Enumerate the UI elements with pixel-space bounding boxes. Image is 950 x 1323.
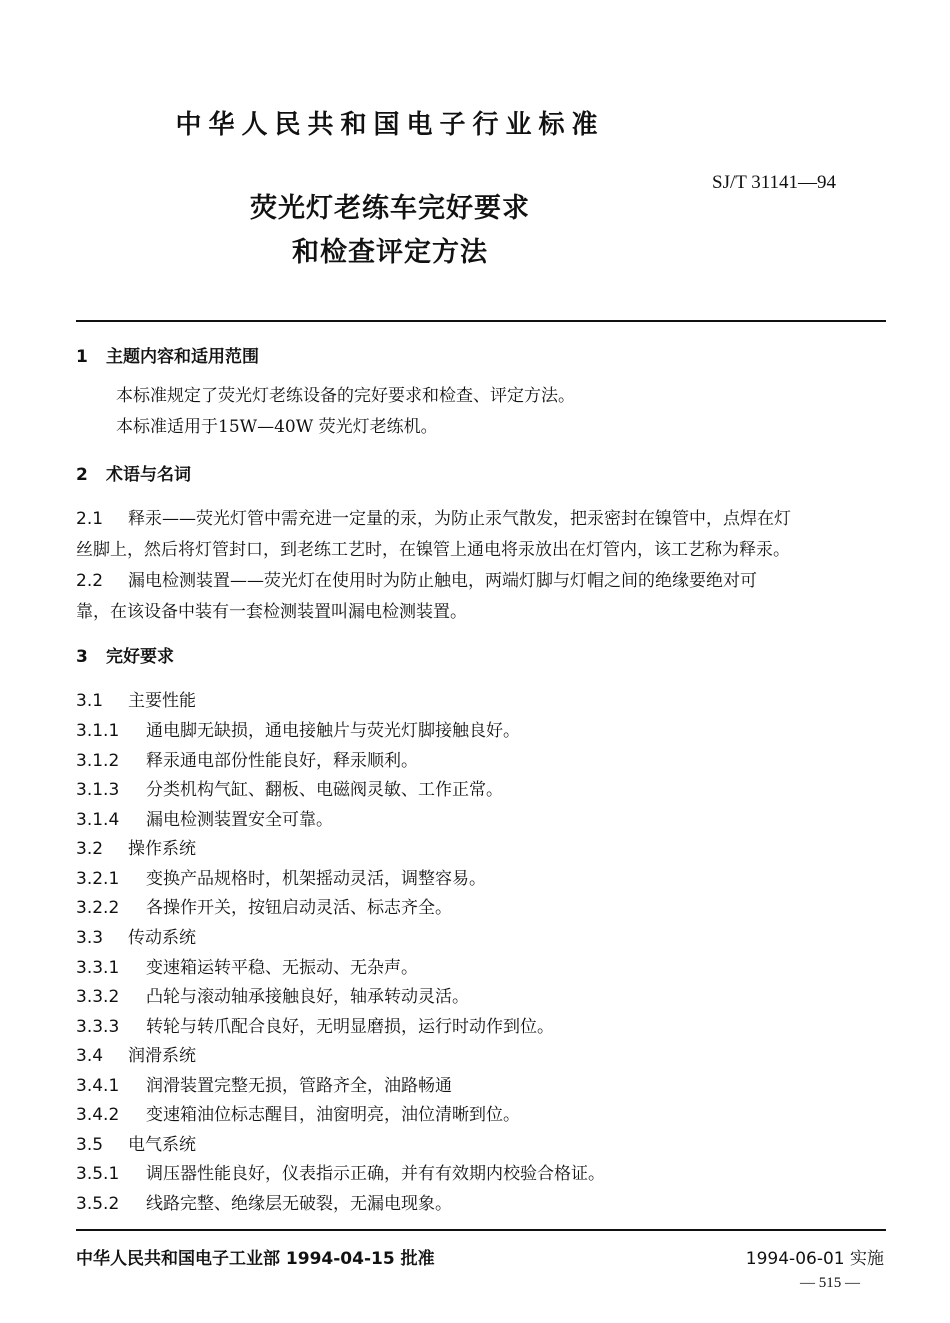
clause-text: 润滑装置完整无损，管路齐全，油路畅通 bbox=[146, 1076, 452, 1096]
section-number: 3 bbox=[76, 647, 88, 667]
clause-item bbox=[76, 686, 196, 711]
clause-number: 3.1 bbox=[76, 691, 104, 711]
page-number: — 515 — bbox=[800, 1275, 860, 1291]
clause-item bbox=[76, 1012, 554, 1037]
clause-number: 3.2 bbox=[76, 839, 104, 859]
clause-text: 线路完整、绝缘层无破裂，无漏电现象。 bbox=[146, 1194, 452, 1214]
issuing-body-heading: 中华人民共和国电子行业标准 bbox=[175, 110, 605, 140]
standard-code: SJ/T 31141—94 bbox=[712, 172, 837, 193]
clause-item bbox=[76, 953, 418, 978]
clause-text: 转轮与转爪配合良好，无明显磨损，运行时动作到位。 bbox=[146, 1017, 554, 1037]
clause-2-1-continued: 丝脚上，然后将灯管封口，到老练工艺时，在镍管上通电将汞放出在灯管内，该工艺称为释汞。 bbox=[76, 540, 790, 560]
clause-item bbox=[76, 923, 196, 948]
clause-text: 操作系统 bbox=[128, 839, 196, 859]
clause-text: 漏电检测装置——荧光灯在使用时为防止触电，两端灯脚与灯帽之间的绝缘要绝对可 bbox=[128, 571, 757, 591]
clause-text: 释汞通电部份性能良好，释汞顺利。 bbox=[146, 751, 418, 771]
clause-text: 变换产品规格时，机架摇动灵活，调整容易。 bbox=[146, 869, 486, 889]
clause-number: 3.3.3 bbox=[76, 1017, 120, 1037]
section-title: 完好要求 bbox=[106, 647, 174, 667]
approval-statement: 中华人民共和国电子工业部 1994-04-15 批准 bbox=[76, 1249, 435, 1269]
clause-text: 变速箱油位标志醒目，油窗明亮，油位清晰到位。 bbox=[146, 1105, 520, 1125]
section-title: 术语与名词 bbox=[106, 465, 191, 485]
clause-number: 3.5.2 bbox=[76, 1194, 120, 1214]
clause-number: 3.3 bbox=[76, 928, 104, 948]
clause-number: 3.2.2 bbox=[76, 898, 120, 918]
clause-text: 凸轮与滚动轴承接触良好，轴承转动灵活。 bbox=[146, 987, 469, 1007]
section-number: 2 bbox=[76, 465, 88, 485]
section-3-heading bbox=[76, 642, 174, 667]
clause-item bbox=[76, 1130, 196, 1155]
clause-number: 3.1.3 bbox=[76, 780, 120, 800]
clause-item bbox=[76, 1159, 605, 1184]
clause-2-2 bbox=[76, 566, 757, 591]
clause-item bbox=[76, 1100, 520, 1125]
clause-item bbox=[76, 1041, 196, 1066]
clause-number: 3.1.1 bbox=[76, 721, 120, 741]
section-2-heading bbox=[76, 460, 191, 485]
clause-text: 通电脚无缺损，通电接触片与荧光灯脚接触良好。 bbox=[146, 721, 520, 741]
clause-item bbox=[76, 1189, 452, 1214]
clause-item bbox=[76, 805, 333, 830]
clause-text: 润滑系统 bbox=[128, 1046, 196, 1066]
clause-text: 漏电检测装置安全可靠。 bbox=[146, 810, 333, 830]
clause-2-1 bbox=[76, 504, 791, 529]
header-divider bbox=[76, 320, 886, 322]
section-number: 1 bbox=[76, 347, 88, 367]
clause-number: 3.4.2 bbox=[76, 1105, 120, 1125]
clause-number: 2.2 bbox=[76, 571, 104, 591]
clause-text: 主要性能 bbox=[128, 691, 196, 711]
clause-item bbox=[76, 982, 469, 1007]
clause-number: 3.2.1 bbox=[76, 869, 120, 889]
clause-2-2-continued: 靠，在该设备中装有一套检测装置叫漏电检测装置。 bbox=[76, 602, 467, 622]
clause-text: 释汞——荧光灯管中需充进一定量的汞，为防止汞气散发，把汞密封在镍管中，点焊在灯 bbox=[128, 509, 791, 529]
clause-item bbox=[76, 775, 503, 800]
clause-item bbox=[76, 746, 418, 771]
clause-item bbox=[76, 864, 486, 889]
clause-number: 3.4.1 bbox=[76, 1076, 120, 1096]
section-1-heading bbox=[76, 342, 259, 367]
clause-number: 3.3.2 bbox=[76, 987, 120, 1007]
effective-date: 1994-06-01 实施 bbox=[745, 1249, 884, 1269]
clause-text: 电气系统 bbox=[128, 1135, 196, 1155]
clause-number: 3.3.1 bbox=[76, 958, 120, 978]
clause-number: 3.5.1 bbox=[76, 1164, 120, 1184]
document-title-line2: 和检查评定方法 bbox=[292, 237, 488, 268]
clause-number: 2.1 bbox=[76, 509, 104, 529]
clause-text: 传动系统 bbox=[128, 928, 196, 948]
clause-number: 3.1.4 bbox=[76, 810, 120, 830]
section-1-paragraph-1: 本标准规定了荧光灯老练设备的完好要求和检查、评定方法。 bbox=[116, 386, 575, 406]
clause-text: 调压器性能良好，仪表指示正确，并有有效期内校验合格证。 bbox=[146, 1164, 605, 1184]
clause-item bbox=[76, 1071, 452, 1096]
clause-item bbox=[76, 716, 520, 741]
clause-item bbox=[76, 893, 452, 918]
clause-item bbox=[76, 834, 196, 859]
clause-text: 分类机构气缸、翻板、电磁阀灵敏、工作正常。 bbox=[146, 780, 503, 800]
section-title: 主题内容和适用范围 bbox=[106, 347, 259, 367]
clause-text: 各操作开关，按钮启动灵活、标志齐全。 bbox=[146, 898, 452, 918]
clause-number: 3.4 bbox=[76, 1046, 104, 1066]
document-title-line1: 荧光灯老练车完好要求 bbox=[250, 193, 530, 224]
clause-number: 3.1.2 bbox=[76, 751, 120, 771]
footer-divider bbox=[76, 1229, 886, 1231]
clause-number: 3.5 bbox=[76, 1135, 104, 1155]
section-1-paragraph-2: 本标准适用于15W—40W 荧光灯老练机。 bbox=[116, 417, 438, 437]
clause-text: 变速箱运转平稳、无振动、无杂声。 bbox=[146, 958, 418, 978]
